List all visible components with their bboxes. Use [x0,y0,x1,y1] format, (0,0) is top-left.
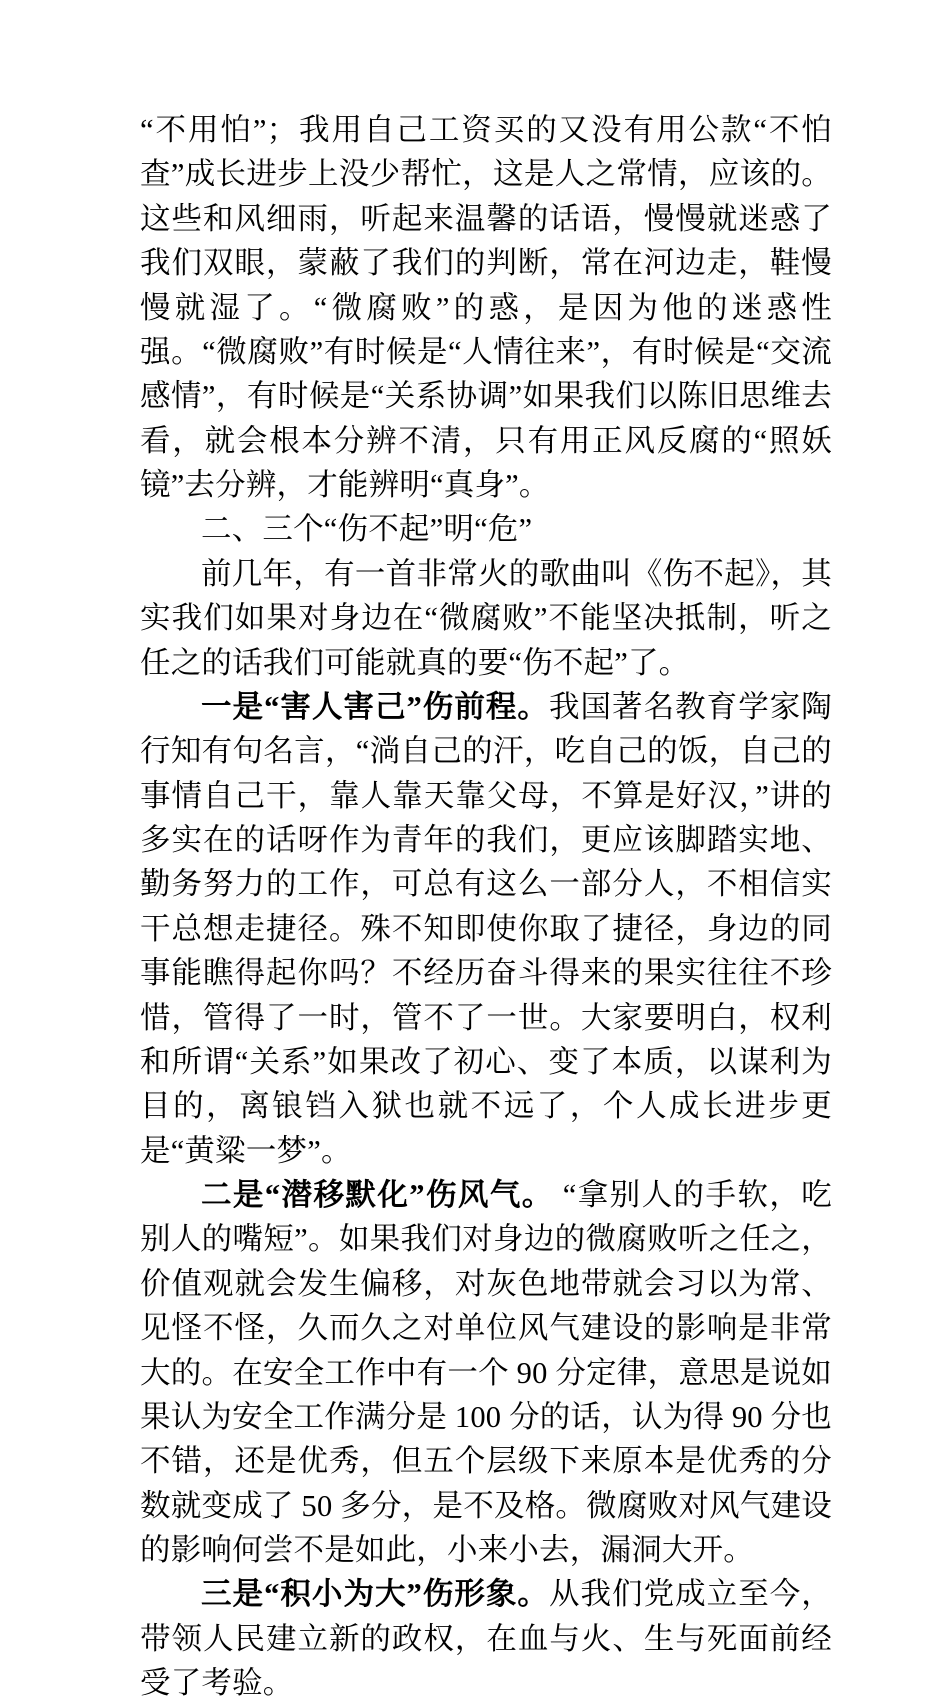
paragraph-4 [140,685,832,1173]
text-run: “拿别人的手软，吃别人的嘴短”。如果我们对身边的微腐败听之任之，价值观就会发生偏移，对灰色地带就会习以为常、见怪不怪，久而久之对单位风气建设的影响是非常大的。在安全工作中有一个 90 分定律，意思是说如果认为安全工作满分是 100 分的话，认为得 90 分也不错，还是优秀，但五个层级下来原本是优秀的分数就变成了 50 多分，是不及格。微腐败对风气建设的影响何尝不是如此，小来小去，漏洞大开。 [140,1178,832,1567]
paragraph-1 [140,108,832,507]
paragraph-4-lead: 一是“害人害己”伤前程。 [201,689,549,724]
paragraph-5-lead: 二是“潜移默化”伤风气。 [201,1178,554,1212]
paragraph-6 [140,1572,832,1705]
section-heading-2 [140,507,832,551]
text-run: “不用怕”；我用自己工资买的又没有用公款“不怕查”成长进步上没少帮忙，这是人之常情，应该的。这些和风细雨，听起来温馨的话语，慢慢就迷惑了我们双眼，蒙蔽了我们的判断，常在河边走，鞋慢慢就湿了。“微腐败”的惑，是因为他的迷惑性强。“微腐败”有时候是“人情往来”，有时候是“交流感情”，有时候是“关系协调”如果我们以陈旧思维去看，就会根本分辨不清，只有用正风反腐的“照妖镜”去分辨，才能辨明“真身”。 [140,113,832,502]
document-body [140,108,832,1706]
paragraph-5 [140,1173,832,1572]
text-run: 二、三个“伤不起”明“危” [201,512,533,547]
paragraph-3 [140,552,832,685]
text-run: 我国著名教育学家陶行知有句名言，“淌自己的汗，吃自己的饭，自己的事情自己干，靠人靠天靠父母，不算是好汉，”讲的多实在的话呀作为青年的我们，更应该脚踏实地、勤务努力的工作，可总有这么一部分人，不相信实干总想走捷径。殊不知即使你取了捷径，身边的同事能瞧得起你吗？不经历奋斗得来的果实往往不珍惜，管得了一时，管不了一世。大家要明白，权利和所谓“关系”如果改了初心、变了本质，以谋利为目的，离锒铛入狱也就不远了，个人成长进步更是“黄粱一梦”。 [140,689,832,1168]
paragraph-6-lead: 三是“积小为大”伤形象。 [201,1577,549,1612]
text-run: 从我们党成立至今，带领人民建立新的政权，在血与火、生与死面前经受了考验。 [140,1577,832,1701]
text-run: 前几年，有一首非常火的歌曲叫《伤不起》，其实我们如果对身边在“微腐败”不能坚决抵制，听之任之的话我们可能就真的要“伤不起”了。 [140,556,832,680]
